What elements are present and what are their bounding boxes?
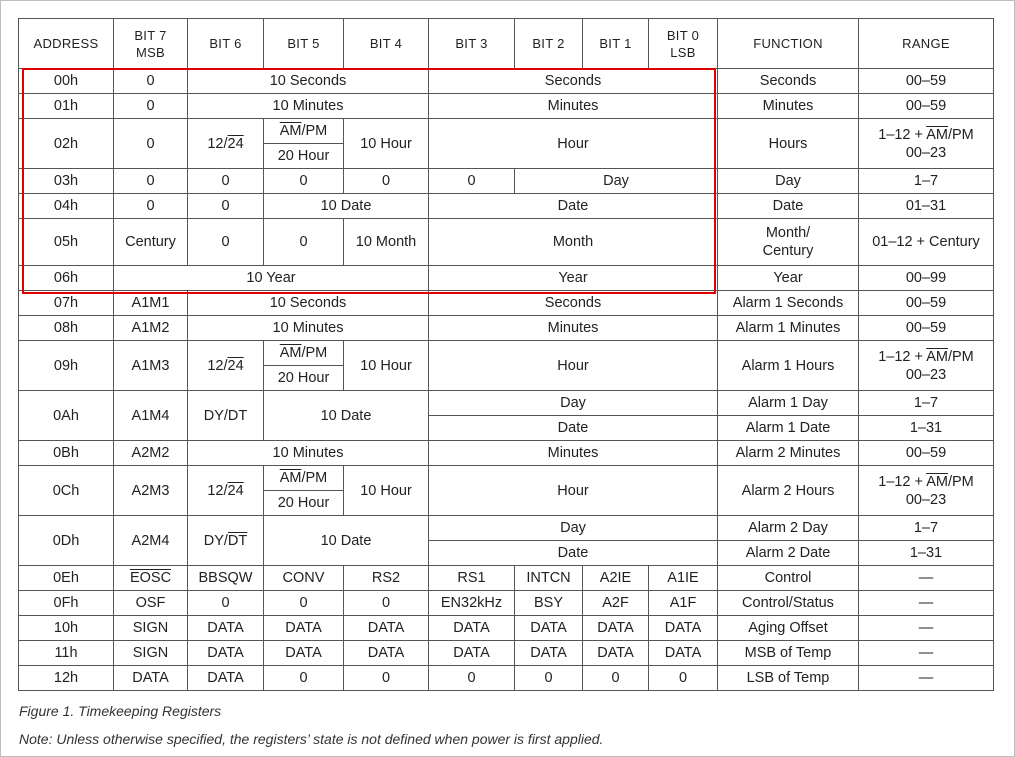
tens-field-cell: 10 Year [114, 266, 429, 291]
tens-field-cell: 10 Date [264, 194, 429, 219]
bit4-cell: DATA [344, 641, 429, 666]
table-row [19, 566, 994, 591]
range-text: 1–12 + [878, 473, 927, 490]
units-field-cell: Hour [429, 341, 718, 391]
range-line-1 [861, 473, 991, 491]
bit7-cell: A1M3 [114, 341, 188, 391]
address-cell: 02h [19, 119, 114, 169]
tens-field-cell: 10 Minutes [188, 316, 429, 341]
bit4-cell: RS2 [344, 566, 429, 591]
address-cell: 00h [19, 69, 114, 94]
function-cell: Hours [718, 119, 859, 169]
units-field-cell: Date [429, 194, 718, 219]
table-row [19, 641, 994, 666]
range-text: 1–12 + [878, 348, 927, 365]
bit5-cell: 0 [264, 219, 344, 266]
function-cell: Alarm 1 Date [718, 416, 859, 441]
table-row [19, 666, 994, 691]
units-field-cell: Hour [429, 119, 718, 169]
bit6-overline-text: 24 [227, 357, 244, 374]
function-cell: Control/Status [718, 591, 859, 616]
bit6-overline-text: 24 [227, 135, 244, 152]
range-text: /PM [947, 473, 974, 490]
bit5-cell: CONV [264, 566, 344, 591]
bit7-cell: 0 [114, 194, 188, 219]
bit0-cell: DATA [649, 641, 718, 666]
header-range: RANGE [859, 19, 994, 69]
units-field-cell: Seconds [429, 69, 718, 94]
range-cell: 00–59 [859, 291, 994, 316]
tens-field-cell: 10 Seconds [188, 291, 429, 316]
bit5-cell: 0 [264, 169, 344, 194]
address-cell: 01h [19, 94, 114, 119]
bit7-cell: A1M1 [114, 291, 188, 316]
bit6-text: 12/ [207, 482, 228, 499]
timekeeping-register-table [18, 18, 994, 691]
bit7-cell: 0 [114, 94, 188, 119]
tens-field-cell: 10 Date [264, 516, 429, 566]
bit0-cell: 0 [649, 666, 718, 691]
header-bit0 [649, 19, 718, 69]
address-cell: 08h [19, 316, 114, 341]
header-bit0-label: BIT 0 [666, 27, 700, 43]
bit7-cell: DATA [114, 666, 188, 691]
address-cell: 07h [19, 291, 114, 316]
bit5-lower-cell: 20 Hour [264, 144, 344, 169]
figure-caption: Figure 1. Timekeeping Registers [19, 703, 222, 719]
bit6-text: DY/ [203, 532, 228, 549]
range-cell: 1–7 [859, 169, 994, 194]
bit6-text: 12/ [207, 357, 228, 374]
address-cell: 09h [19, 341, 114, 391]
bit3-cell: 0 [429, 666, 515, 691]
range-cell: 00–59 [859, 69, 994, 94]
bit1-cell: A2IE [583, 566, 649, 591]
bit6-text: 12/ [207, 135, 228, 152]
range-cell: 00–59 [859, 94, 994, 119]
address-cell: 03h [19, 169, 114, 194]
units-field-cell: Day [429, 391, 718, 416]
units-field-cell: Minutes [429, 441, 718, 466]
bit6-cell: BBSQW [188, 566, 264, 591]
table-header-row [19, 19, 994, 69]
function-cell: Alarm 2 Date [718, 541, 859, 566]
range-overline-text: $\overline{AM}$ [926, 126, 948, 143]
range-cell: — [859, 641, 994, 666]
bit5-cell: DATA [264, 616, 344, 641]
table-row [19, 316, 994, 341]
range-cell: 00–99 [859, 266, 994, 291]
function-cell: MSB of Temp [718, 641, 859, 666]
bit7-cell: Century [114, 219, 188, 266]
range-line-2: 00–23 [905, 491, 947, 508]
bit6-cell: 0 [188, 591, 264, 616]
header-bit1: BIT 1 [583, 19, 649, 69]
function-cell: Seconds [718, 69, 859, 94]
bit6-overline-text: 24 [227, 482, 244, 499]
table-row [19, 441, 994, 466]
range-cell: 00–59 [859, 316, 994, 341]
range-cell [859, 466, 994, 516]
units-field-cell: Seconds [429, 291, 718, 316]
tens-field-cell: 10 Seconds [188, 69, 429, 94]
bit7-overline-text: EOSC [129, 570, 172, 586]
function-cell: Alarm 2 Hours [718, 466, 859, 516]
bit7-cell: 0 [114, 69, 188, 94]
header-bit2: BIT 2 [515, 19, 583, 69]
bit5-text: /PM [301, 345, 328, 361]
table-row [19, 219, 994, 266]
function-cell: Alarm 2 Minutes [718, 441, 859, 466]
range-cell: 1–7 [859, 516, 994, 541]
address-cell: 06h [19, 266, 114, 291]
bit4-cell: 10 Hour [344, 119, 429, 169]
bit4-cell: 10 Hour [344, 466, 429, 516]
bit5-lower-cell: 20 Hour [264, 491, 344, 516]
function-cell: Aging Offset [718, 616, 859, 641]
table-row [19, 616, 994, 641]
range-overline-text: $\overline{AM}$ [926, 348, 948, 365]
bit6-cell: DATA [188, 641, 264, 666]
bit0-cell: A1F [649, 591, 718, 616]
range-cell: — [859, 666, 994, 691]
function-cell: Alarm 1 Seconds [718, 291, 859, 316]
bit5-overline-text: $\overline{AM}$ [279, 345, 302, 361]
bit6-cell [188, 466, 264, 516]
function-cell [718, 219, 859, 266]
bit7-cell: A2M4 [114, 516, 188, 566]
address-cell: 0Bh [19, 441, 114, 466]
bit2-cell: 0 [515, 666, 583, 691]
range-text: /PM [947, 126, 974, 143]
tens-field-cell: 10 Date [264, 391, 429, 441]
address-cell: 12h [19, 666, 114, 691]
bit7-cell: 0 [114, 169, 188, 194]
bit5-cell: 0 [264, 666, 344, 691]
bit4-cell: 0 [344, 169, 429, 194]
range-cell: 1–31 [859, 416, 994, 441]
function-cell: Alarm 1 Hours [718, 341, 859, 391]
bit4-cell: 0 [344, 666, 429, 691]
range-cell [859, 341, 994, 391]
header-lsb-label: LSB [670, 44, 696, 60]
function-cell: Alarm 1 Minutes [718, 316, 859, 341]
range-cell: 1–7 [859, 391, 994, 416]
range-cell: 01–31 [859, 194, 994, 219]
bit3-cell: DATA [429, 616, 515, 641]
bit5-cell: DATA [264, 641, 344, 666]
address-cell: 0Fh [19, 591, 114, 616]
bit6-overline-text: $\overline{DT}$ [227, 532, 248, 549]
bit2-cell: BSY [515, 591, 583, 616]
header-bit7 [114, 19, 188, 69]
address-cell: 0Ch [19, 466, 114, 516]
units-field-cell: Day [429, 516, 718, 541]
range-overline-text: $\overline{AM}$ [926, 473, 948, 490]
bit7-cell [114, 566, 188, 591]
function-cell: LSB of Temp [718, 666, 859, 691]
range-cell: 01–12 + Century [859, 219, 994, 266]
table-row [19, 466, 994, 491]
bit6-cell [188, 119, 264, 169]
bit7-cell: OSF [114, 591, 188, 616]
units-field-cell: Hour [429, 466, 718, 516]
bit7-cell: SIGN [114, 616, 188, 641]
bit5-upper-cell [264, 466, 344, 491]
bit7-cell: A1M2 [114, 316, 188, 341]
bit5-overline-text: $\overline{AM}$ [279, 470, 302, 486]
header-function: FUNCTION [718, 19, 859, 69]
range-cell: 00–59 [859, 441, 994, 466]
function-line-2: Century [762, 243, 814, 259]
tens-field-cell: 10 Minutes [188, 441, 429, 466]
bit7-cell: A2M2 [114, 441, 188, 466]
bit6-cell [188, 341, 264, 391]
bit4-cell: 0 [344, 591, 429, 616]
bit5-overline-text: $\overline{AM}$ [279, 123, 302, 139]
range-line-1 [861, 126, 991, 144]
bit2-cell: DATA [515, 641, 583, 666]
table-row [19, 391, 994, 416]
bit0-cell: A1IE [649, 566, 718, 591]
bit6-cell: DATA [188, 616, 264, 641]
bit1-cell: DATA [583, 616, 649, 641]
bit6-cell: DY/DT [188, 391, 264, 441]
function-cell: Control [718, 566, 859, 591]
range-line-2: 00–23 [905, 366, 947, 383]
header-msb-label: MSB [135, 44, 166, 60]
table-row [19, 291, 994, 316]
bit7-cell: A1M4 [114, 391, 188, 441]
header-bit7-label: BIT 7 [134, 27, 167, 43]
address-cell: 0Eh [19, 566, 114, 591]
function-cell: Date [718, 194, 859, 219]
units-field-cell: Month [429, 219, 718, 266]
bit7-cell: 0 [114, 119, 188, 169]
address-cell: 0Dh [19, 516, 114, 566]
bit3-cell: 0 [429, 169, 515, 194]
bit0-cell: DATA [649, 616, 718, 641]
bit7-cell: A2M3 [114, 466, 188, 516]
units-field-cell: Day [515, 169, 718, 194]
bit5-lower-cell: 20 Hour [264, 366, 344, 391]
range-cell: 1–31 [859, 541, 994, 566]
table-row [19, 266, 994, 291]
table-row [19, 94, 994, 119]
bit3-cell: EN32kHz [429, 591, 515, 616]
table-row [19, 194, 994, 219]
range-line-1 [861, 348, 991, 366]
range-text: 1–12 + [878, 126, 927, 143]
header-address: ADDRESS [19, 19, 114, 69]
table-row [19, 169, 994, 194]
table-row [19, 69, 994, 94]
header-bit5: BIT 5 [264, 19, 344, 69]
function-cell: Minutes [718, 94, 859, 119]
function-cell: Year [718, 266, 859, 291]
range-cell: — [859, 591, 994, 616]
table-row [19, 341, 994, 366]
bit5-text: /PM [301, 123, 328, 139]
bit2-cell: INTCN [515, 566, 583, 591]
range-line-2: 00–23 [905, 144, 947, 161]
bit4-cell: 10 Hour [344, 341, 429, 391]
bit1-cell: 0 [583, 666, 649, 691]
range-cell: — [859, 566, 994, 591]
header-bit4: BIT 4 [344, 19, 429, 69]
bit5-text: /PM [301, 470, 328, 486]
units-field-cell: Date [429, 416, 718, 441]
range-cell: — [859, 616, 994, 641]
bit5-upper-cell [264, 119, 344, 144]
units-field-cell: Date [429, 541, 718, 566]
bit6-cell: DATA [188, 666, 264, 691]
address-cell: 05h [19, 219, 114, 266]
tens-field-cell: 10 Minutes [188, 94, 429, 119]
range-text: /PM [947, 348, 974, 365]
units-field-cell: Minutes [429, 316, 718, 341]
bit3-cell: DATA [429, 641, 515, 666]
function-cell: Alarm 2 Day [718, 516, 859, 541]
header-bit3: BIT 3 [429, 19, 515, 69]
bit2-cell: DATA [515, 616, 583, 641]
bit5-cell: 0 [264, 591, 344, 616]
bit4-cell: 10 Month [344, 219, 429, 266]
bit1-cell: A2F [583, 591, 649, 616]
range-cell [859, 119, 994, 169]
table-row [19, 119, 994, 144]
address-cell: 04h [19, 194, 114, 219]
address-cell: 11h [19, 641, 114, 666]
function-line-1: Month/ [765, 225, 811, 241]
function-cell: Alarm 1 Day [718, 391, 859, 416]
table-row [19, 516, 994, 541]
function-cell: Day [718, 169, 859, 194]
bit6-cell: 0 [188, 219, 264, 266]
address-cell: 0Ah [19, 391, 114, 441]
bit5-upper-cell [264, 341, 344, 366]
table-row [19, 591, 994, 616]
bit1-cell: DATA [583, 641, 649, 666]
units-field-cell: Year [429, 266, 718, 291]
bit3-cell: RS1 [429, 566, 515, 591]
bit6-cell: 0 [188, 194, 264, 219]
bit6-cell [188, 516, 264, 566]
bit6-cell: 0 [188, 169, 264, 194]
figure-note: Note: Unless otherwise specified, the registers’ state is not defined when power is first applied. [19, 731, 604, 747]
bit7-cell: SIGN [114, 641, 188, 666]
header-bit6: BIT 6 [188, 19, 264, 69]
units-field-cell: Minutes [429, 94, 718, 119]
address-cell: 10h [19, 616, 114, 641]
bit4-cell: DATA [344, 616, 429, 641]
